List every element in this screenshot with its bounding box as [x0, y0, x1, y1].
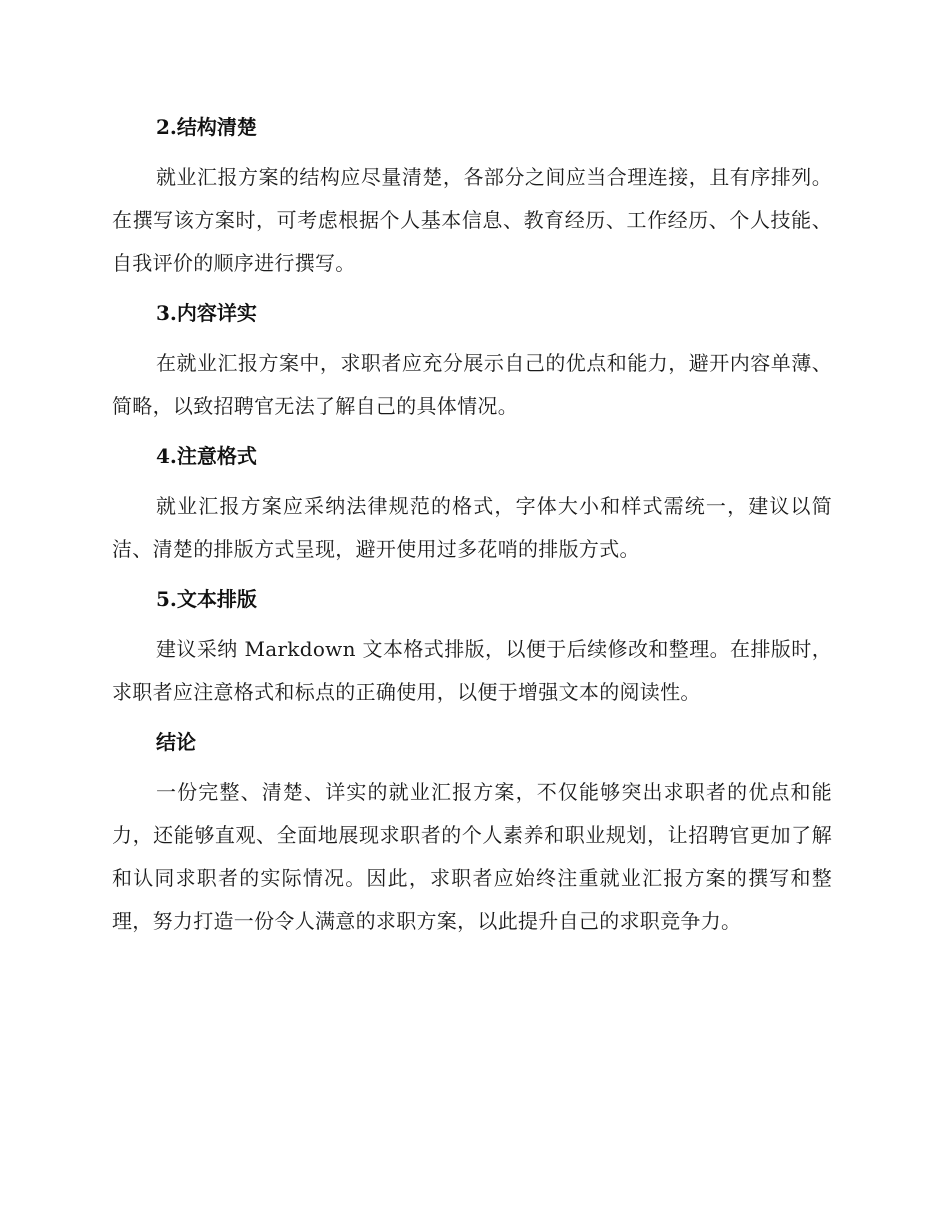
section-heading: 5.文本排版 — [156, 587, 257, 611]
section-paragraph: 就业汇报方案的结构应尽量清楚，各部分之间应当合理连接，且有序排列。在撰写该方案时，可考虑根据个人基本信息、教育经历、工作经历、个人技能、自我评价的顺序进行撰写。 — [112, 165, 832, 275]
section-heading: 2.结构清楚 — [156, 115, 257, 139]
section-paragraph: 建议采纳 Markdown 文本格式排版，以便于后续修改和整理。在排版时，求职者应注意格式和标点的正确使用，以便于增强文本的阅读性。 — [112, 637, 832, 704]
section-heading: 结论 — [156, 730, 196, 754]
section-structure — [112, 108, 832, 294]
section-conclusion — [112, 723, 832, 943]
section-paragraph: 就业汇报方案应采纳法律规范的格式，字体大小和样式需统一，建议以简洁、清楚的排版方式呈现，避开使用过多花哨的排版方式。 — [112, 494, 832, 561]
section-heading: 4.注意格式 — [156, 444, 257, 468]
section-paragraph: 一份完整、清楚、详实的就业汇报方案，不仅能够突出求职者的优点和能力，还能够直观、全面地展现求职者的个人素养和职业规划，让招聘官更加了解和认同求职者的实际情况。因此，求职者应始终注重就业汇报方案的撰写和整理，努力打造一份令人满意的求职方案，以此提升自己的求职竞争力。 — [112, 780, 832, 933]
section-heading: 3.内容详实 — [156, 301, 257, 325]
section-content — [112, 294, 832, 437]
section-layout — [112, 580, 832, 723]
section-paragraph: 在就业汇报方案中，求职者应充分展示自己的优点和能力，避开内容单薄、简略，以致招聘官无法了解自己的具体情况。 — [112, 351, 832, 418]
section-format — [112, 437, 832, 580]
document-page — [112, 108, 832, 943]
